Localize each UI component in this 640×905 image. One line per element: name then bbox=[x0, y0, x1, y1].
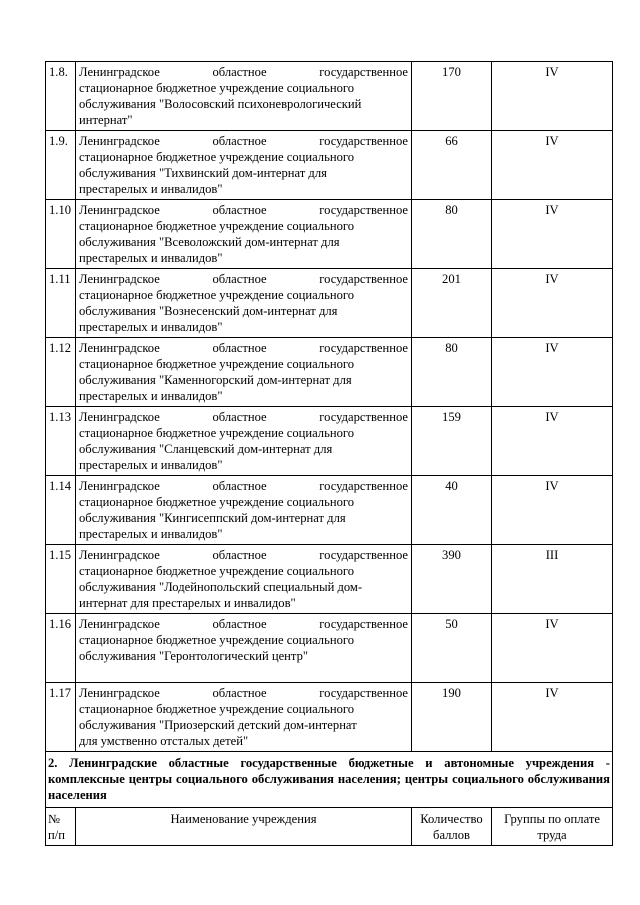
table-row bbox=[46, 614, 613, 683]
row-number: 1.8. bbox=[46, 62, 76, 131]
institution-name-line: стационарное бюджетное учреждение социального bbox=[79, 426, 355, 440]
table-row bbox=[46, 545, 613, 614]
points-value: 190 bbox=[412, 683, 492, 752]
institution-name bbox=[76, 614, 412, 683]
pay-group-value: IV bbox=[492, 131, 613, 200]
institution-name-line: престарелых и инвалидов" bbox=[79, 458, 223, 472]
institution-name bbox=[76, 338, 412, 407]
pay-group-value: IV bbox=[492, 614, 613, 683]
table-row bbox=[46, 476, 613, 545]
institution-name-line: Ленинградское областное государственное bbox=[79, 65, 408, 79]
institutions-table bbox=[45, 61, 613, 846]
institution-name-line: обслуживания "Каменногорский дом-интернат для bbox=[79, 373, 352, 387]
row-number: 1.11 bbox=[46, 269, 76, 338]
institution-name-line: стационарное бюджетное учреждение социального bbox=[79, 495, 355, 509]
institution-name-line: Ленинградское областное государственное bbox=[79, 479, 408, 493]
institution-name bbox=[76, 545, 412, 614]
header-institution-name: Наименование учреждения bbox=[76, 808, 412, 846]
institution-name-line: обслуживания "Приозерский детский дом-интернат bbox=[79, 718, 357, 732]
institution-name-line: стационарное бюджетное учреждение социального bbox=[79, 357, 355, 371]
institution-name-line: стационарное бюджетное учреждение социального bbox=[79, 288, 355, 302]
institution-name bbox=[76, 407, 412, 476]
institution-name-line: престарелых и инвалидов" bbox=[79, 389, 223, 403]
institution-name bbox=[76, 62, 412, 131]
institution-name-line: стационарное бюджетное учреждение социального bbox=[79, 81, 355, 95]
institution-name-line: престарелых и инвалидов" bbox=[79, 182, 223, 196]
pay-group-value: IV bbox=[492, 62, 613, 131]
row-number: 1.16 bbox=[46, 614, 76, 683]
row-number: 1.15 bbox=[46, 545, 76, 614]
institution-name-line: Ленинградское областное государственное bbox=[79, 134, 408, 148]
pay-group-value: IV bbox=[492, 683, 613, 752]
table-row bbox=[46, 200, 613, 269]
section-heading: 2. Ленинградские областные государственные бюджетные и автономные учреждения - комплексные центры социального обслуживания населения; центры социального обслуживания населения bbox=[46, 752, 613, 808]
institution-name-line: интернат" bbox=[79, 113, 133, 127]
institution-name-line: стационарное бюджетное учреждение социального bbox=[79, 633, 355, 647]
row-number: 1.10 bbox=[46, 200, 76, 269]
row-number: 1.17 bbox=[46, 683, 76, 752]
institution-name bbox=[76, 476, 412, 545]
points-value: 66 bbox=[412, 131, 492, 200]
table-row bbox=[46, 62, 613, 131]
institution-name-line: Ленинградское областное государственное bbox=[79, 686, 408, 700]
institution-name-line: стационарное бюджетное учреждение социального bbox=[79, 150, 355, 164]
institution-name-line: обслуживания "Тихвинский дом-интернат для bbox=[79, 166, 327, 180]
institution-name-line: стационарное бюджетное учреждение социального bbox=[79, 702, 355, 716]
institution-name-line: Ленинградское областное государственное bbox=[79, 341, 408, 355]
institution-name-line: обслуживания "Геронтологический центр" bbox=[79, 649, 309, 663]
institution-name-line: стационарное бюджетное учреждение социального bbox=[79, 219, 355, 233]
section-heading-row bbox=[46, 752, 613, 808]
row-number: 1.14 bbox=[46, 476, 76, 545]
institution-name-line: престарелых и инвалидов" bbox=[79, 527, 223, 541]
institution-name-line: Ленинградское областное государственное bbox=[79, 410, 408, 424]
table-row bbox=[46, 407, 613, 476]
header-number: № п/п bbox=[46, 808, 76, 846]
institution-name-line: Ленинградское областное государственное bbox=[79, 548, 408, 562]
institution-name-line: обслуживания "Лодейнопольский специальный дом- bbox=[79, 580, 363, 594]
institution-name-line: интернат для престарелых и инвалидов" bbox=[79, 596, 296, 610]
table-row bbox=[46, 338, 613, 407]
institution-name-line: Ленинградское областное государственное bbox=[79, 272, 408, 286]
points-value: 80 bbox=[412, 338, 492, 407]
pay-group-value: IV bbox=[492, 338, 613, 407]
institution-name-line: обслуживания "Вознесенский дом-интернат для bbox=[79, 304, 338, 318]
institution-name-line: обслуживания "Волосовский психоневрологический bbox=[79, 97, 362, 111]
institution-name-line: стационарное бюджетное учреждение социального bbox=[79, 564, 355, 578]
institution-name bbox=[76, 131, 412, 200]
points-value: 80 bbox=[412, 200, 492, 269]
institution-name-line: Ленинградское областное государственное bbox=[79, 203, 408, 217]
header-pay-group: Группы по оплате труда bbox=[492, 808, 613, 846]
institution-name-line: для умственно отсталых детей" bbox=[79, 734, 249, 748]
institution-name-line: обслуживания "Всеволожский дом-интернат для bbox=[79, 235, 340, 249]
points-value: 170 bbox=[412, 62, 492, 131]
pay-group-value: III bbox=[492, 545, 613, 614]
table-row bbox=[46, 269, 613, 338]
row-number: 1.12 bbox=[46, 338, 76, 407]
row-number: 1.9. bbox=[46, 131, 76, 200]
table-header-row bbox=[46, 808, 613, 846]
institution-name-line: престарелых и инвалидов" bbox=[79, 251, 223, 265]
institution-name-line: обслуживания "Кингисеппский дом-интернат для bbox=[79, 511, 346, 525]
document-page bbox=[45, 61, 612, 846]
institution-name bbox=[76, 269, 412, 338]
pay-group-value: IV bbox=[492, 476, 613, 545]
institution-name-line: обслуживания "Сланцевский дом-интернат для bbox=[79, 442, 333, 456]
pay-group-value: IV bbox=[492, 200, 613, 269]
points-value: 201 bbox=[412, 269, 492, 338]
points-value: 50 bbox=[412, 614, 492, 683]
institution-name bbox=[76, 683, 412, 752]
pay-group-value: IV bbox=[492, 269, 613, 338]
points-value: 159 bbox=[412, 407, 492, 476]
pay-group-value: IV bbox=[492, 407, 613, 476]
institution-name-line: Ленинградское областное государственное bbox=[79, 617, 408, 631]
table-row bbox=[46, 683, 613, 752]
table-row bbox=[46, 131, 613, 200]
points-value: 390 bbox=[412, 545, 492, 614]
header-points: Количество баллов bbox=[412, 808, 492, 846]
institutions-table-body bbox=[46, 62, 613, 846]
points-value: 40 bbox=[412, 476, 492, 545]
institution-name-line: престарелых и инвалидов" bbox=[79, 320, 223, 334]
institution-name bbox=[76, 200, 412, 269]
row-number: 1.13 bbox=[46, 407, 76, 476]
